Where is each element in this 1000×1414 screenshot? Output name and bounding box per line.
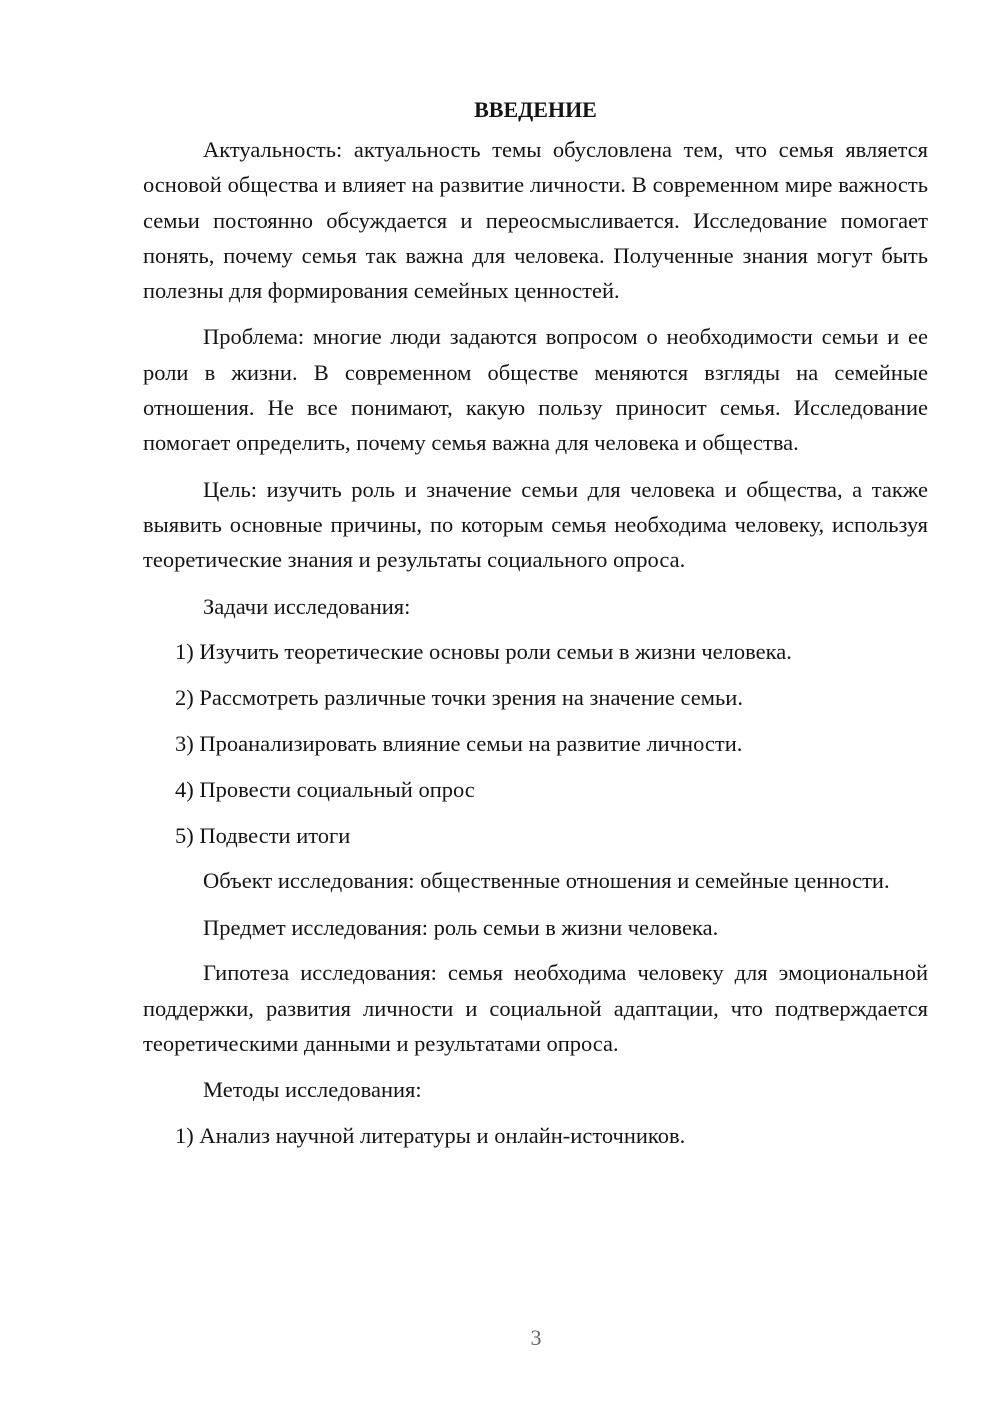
- section-heading: ВВЕДЕНИЕ: [474, 97, 597, 122]
- goal-paragraph: Цель: изучить роль и значение семьи для человека и общества, а также выявить основные причины, по которым семья необходима человеку, используя теоретические знания и результаты социального опроса.: [143, 476, 928, 573]
- task-item: 1) Изучить теоретические основы роли семьи в жизни человека.: [175, 639, 792, 665]
- task-item: 5) Подвести итоги: [175, 822, 351, 848]
- relevance-paragraph: Актуальность: актуальность темы обусловлена тем, что семья является основой общества и влияет на развитие личности. В современном мире важность семьи постоянно обсуждается и переосмысливается. Исследование помогает понять, почему семья так важна для человека. Полученные знания могут быть полезны для формирования семейных ценностей.: [143, 137, 928, 304]
- task-item: 3) Проанализировать влияние семьи на развитие личности.: [175, 730, 743, 756]
- task-item: 4) Провести социальный опрос: [175, 776, 475, 802]
- hypothesis-paragraph: Гипотеза исследования: семья необходима человеку для эмоциональной поддержки, развития личности и социальной адаптации, что подтверждается теоретическими данными и результатами опроса.: [143, 960, 928, 1057]
- page-number: 3: [530, 1325, 542, 1350]
- subject-paragraph: Предмет исследования: роль семьи в жизни человека.: [203, 914, 719, 940]
- methods-title: Методы исследования:: [203, 1077, 422, 1103]
- object-paragraph: Объект исследования: общественные отношения и семейные ценности.: [203, 868, 890, 894]
- document-page: [143, 92, 928, 1164]
- tasks-title: Задачи исследования:: [203, 593, 411, 619]
- task-item: 2) Рассмотреть различные точки зрения на значение семьи.: [175, 685, 743, 711]
- problem-paragraph: Проблема: многие люди задаются вопросом о необходимости семьи и ее роли в жизни. В современном обществе меняются взгляды на семейные отношения. Не все понимают, какую пользу приносит семья. Исследование помогает определить, почему семья важна для человека и общества.: [143, 324, 928, 456]
- method-item: 1) Анализ научной литературы и онлайн-источников.: [175, 1123, 686, 1149]
